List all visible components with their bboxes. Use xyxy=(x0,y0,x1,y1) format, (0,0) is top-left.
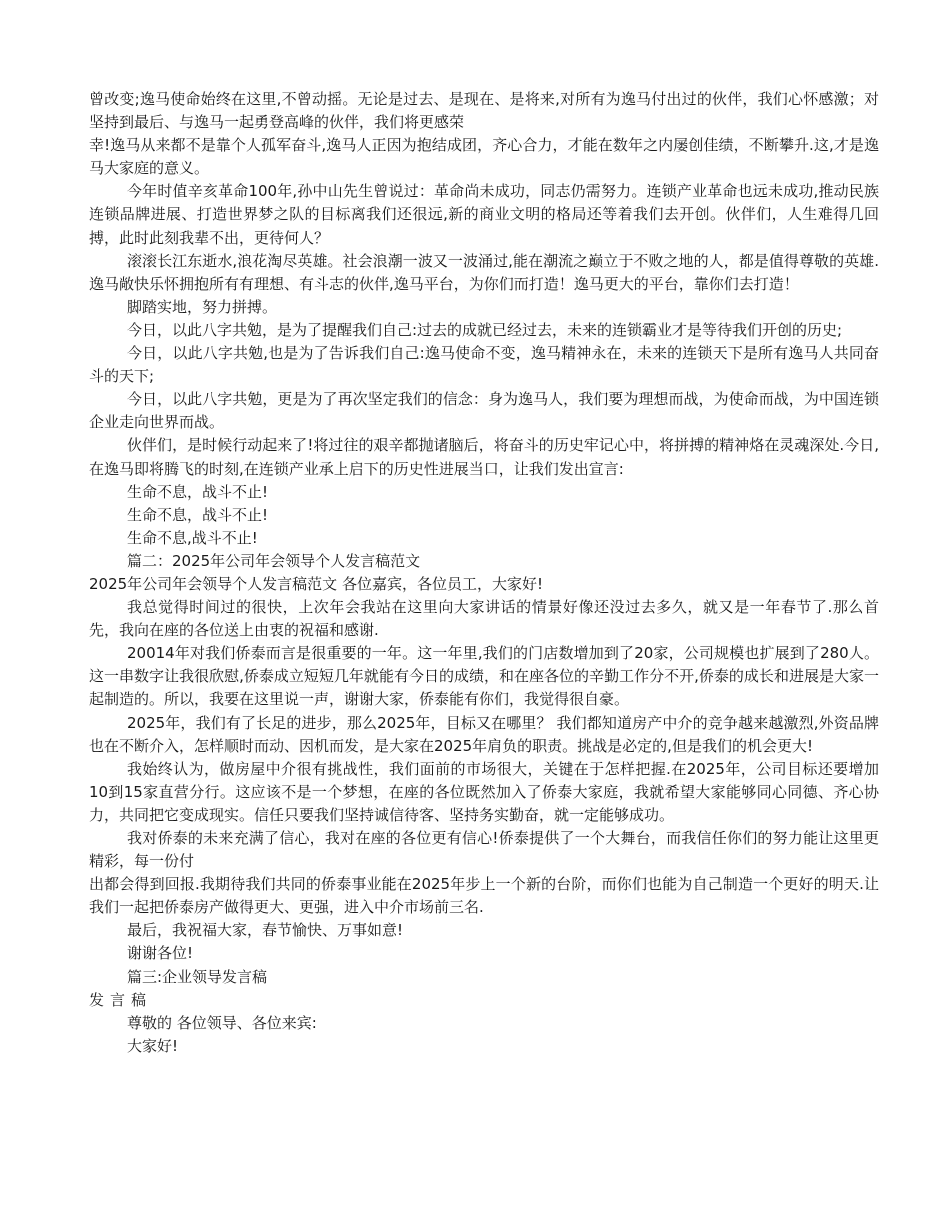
section-heading: 篇三:企业领导发言稿 xyxy=(127,967,268,986)
paragraph: 我对侨泰的未来充满了信心，我对在座的各位更有信心!侨泰提供了一个大舞台，而我信任你们的努力能让这里更精彩，每一份付 xyxy=(89,829,879,871)
paragraph: 伙伴们，是时候行动起来了!将过往的艰辛都抛诸脑后，将奋斗的历史牢记心中，将拼搏的精神烙在灵魂深处.今日,在逸马即将腾飞的时刻,在连锁产业承上启下的历史性进展当口，让我们发出宣言: xyxy=(89,436,879,478)
closing-line: 最后，我祝福大家，春节愉快、万事如意! xyxy=(127,921,404,940)
slogan-line: 生命不息,战斗不止! xyxy=(127,528,258,547)
closing-line: 谢谢各位! xyxy=(127,944,194,963)
greeting: 大家好! xyxy=(127,1036,179,1055)
paragraph: 20014年对我们侨泰而言是很重要的一年。这一年里,我们的门店数增加到了20家，公司规模也扩展到了280人。这一串数字让我很欣慰,侨泰成立短短几年就能有今日的成绩，和在座各位的辛勤工作分不开,侨泰的成长和进展是大家一起制造的。所以，我要在这里说一声，谢谢大家，侨泰能有你们，我觉得很自豪。 xyxy=(89,644,879,709)
paragraph: 2025年，我们有了长足的进步，那么2025年，目标又在哪里？ 我们都知道房产中介的竞争越来越激烈,外资品牌也在不断介入，怎样顺时而动、因机而发，是大家在2025年肩负的职责。挑战是必定的,但是我们的机会更大! xyxy=(89,713,879,755)
slogan-line: 生命不息，战斗不止! xyxy=(127,505,269,524)
document-body xyxy=(89,88,879,1058)
section-heading: 篇二：2025年公司年会领导个人发言稿范文 xyxy=(127,551,421,570)
paragraph: 脚踏实地，努力拼搏。 xyxy=(127,297,278,316)
article-title: 2025年公司年会领导个人发言稿范文 各位嘉宾，各位员工，大家好! xyxy=(89,574,543,593)
salutation: 尊敬的 各位领导、各位来宾: xyxy=(127,1013,317,1032)
paragraph: 今年时值辛亥革命100年,孙中山先生曾说过：革命尚未成功，同志仍需努力。连锁产业革命也远未成功,推动民族连锁品牌进展、打造世界梦之队的目标离我们还很远,新的商业文明的格局还等着我们去开创。伙伴们，人生难得几回搏，此时此刻我辈不出，更待何人？ xyxy=(89,182,879,247)
paragraph: 今日，以此八字共勉，更是为了再次坚定我们的信念：身为逸马人，我们要为理想而战，为使命而战，为中国连锁企业走向世界而战。 xyxy=(89,390,879,432)
speech-title: 发言稿 xyxy=(89,990,153,1009)
slogan-line: 生命不息，战斗不止! xyxy=(127,482,269,501)
paragraph: 今日，以此八字共勉,也是为了告诉我们自己:逸马使命不变，逸马精神永在，未来的连锁天下是所有逸马人共同奋斗的天下; xyxy=(89,344,879,386)
paragraph: 我总觉得时间过的很快，上次年会我站在这里向大家讲话的情景好像还没过去多久，就又是一年春节了.那么首先，我向在座的各位送上由衷的祝福和感谢. xyxy=(89,598,879,640)
paragraph: 今日，以此八字共勉，是为了提醒我们自己:过去的成就已经过去，未来的连锁霸业才是等待我们开创的历史; xyxy=(127,320,843,339)
paragraph: 出都会得到回报.我期待我们共同的侨泰事业能在2025年步上一个新的台阶，而你们也能为自己制造一个更好的明天.让我们一起把侨泰房产做得更大、更强，进入中介市场前三名. xyxy=(89,875,879,917)
paragraph: 我始终认为，做房屋中介很有挑战性，我们面前的市场很大，关键在于怎样把握.在2025年，公司目标还要增加10到15家直营分行。这应该不是一个梦想，在座的各位既然加入了侨泰大家庭，我就希望大家能够同心同德、齐心协力，共同把它变成现实。信任只要我们坚持诚信待客、坚持务实勤奋，就一定能够成功。 xyxy=(89,759,879,824)
paragraph: 幸!逸马从来都不是靠个人孤军奋斗,逸马人正因为抱结成团，齐心合力，才能在数年之内屡创佳绩，不断攀升.这,才是逸马大家庭的意义。 xyxy=(89,136,879,178)
paragraph: 曾改变;逸马使命始终在这里,不曾动摇。无论是过去、是现在、是将来,对所有为逸马付出过的伙伴，我们心怀感激；对坚持到最后、与逸马一起勇登高峰的伙伴，我们将更感荣 xyxy=(89,90,879,132)
paragraph: 滚滚长江东逝水,浪花淘尽英雄。社会浪潮一波又一波涌过,能在潮流之巅立于不败之地的人，都是值得尊敬的英雄.逸马敞快乐怀拥抱所有有理想、有斗志的伙伴,逸马平台，为你们而打造！逸马更大的平台，靠你们去打造！ xyxy=(89,251,879,293)
